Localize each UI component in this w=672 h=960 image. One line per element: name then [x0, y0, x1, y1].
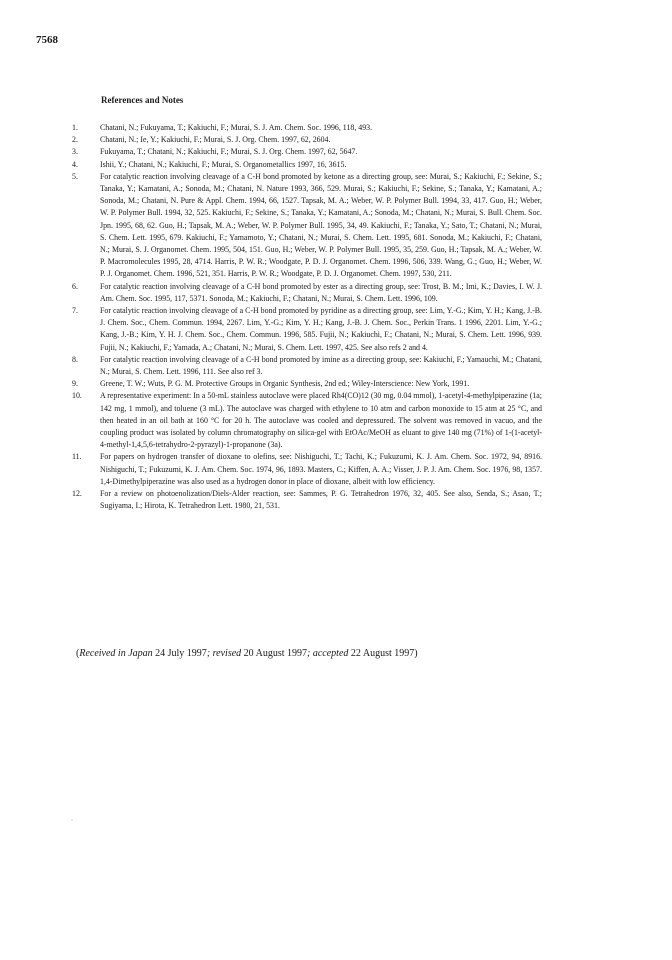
reference-item	[72, 159, 542, 171]
reference-number: 11.	[72, 452, 82, 462]
reference-number: 3.	[72, 147, 78, 157]
reference-number: 12.	[72, 489, 82, 499]
references-list	[72, 122, 542, 513]
received-label: Received in Japan	[79, 648, 153, 659]
received-close-paren: )	[414, 648, 418, 659]
reference-item	[72, 134, 542, 146]
reference-item	[72, 146, 542, 158]
received-open-paren: (	[76, 648, 80, 659]
reference-text: Ishii, Y.; Chatani, N.; Kakiuchi, F.; Murai, S. Organometallics 1997, 16, 3615.	[100, 159, 347, 169]
page-number: 7568	[36, 34, 58, 46]
reference-number: 6.	[72, 281, 78, 291]
reference-text: Fukuyama, T.; Chatani, N.; Kakiuchi, F.; Murai, S. J. Org. Chem. 1997, 62, 5647.	[100, 147, 358, 157]
reference-item	[72, 378, 542, 390]
reference-number: 1.	[72, 123, 78, 132]
reference-number: 2.	[72, 135, 78, 145]
reference-text: For papers on hydrogen transfer of dioxane to olefins, see: Nishiguchi, T.; Tachi, K.; Fukuzumi, K. J. Am. Chem. Soc. 1972, 94, 8916. Nishiguchi, T.; Fukuzumi, K. J. Am. Chem. Soc. 1974, 96, 1893. Masters, C.; Kiffen, A. A.; Visser, J. P. J. Am. Chem. Soc. 1976, 98, 1357. 1,4-Dimethylpiperazine was also used as a hydrogen donor in place of dioxane, albeit with low efficiency.	[100, 452, 542, 486]
reference-number: 9.	[72, 379, 78, 389]
reference-text: For a review on photoenolization/Diels-Alder reaction, see: Sammes, P. G. Tetrahedron 1976, 32, 405. See also, Senda, S.; Asao, T.; Sugiyama, I.; Hirota, K. Tetrahedron Lett. 1980, 21, 531.	[100, 489, 542, 511]
reference-number: 10.	[72, 391, 82, 401]
reference-item	[72, 488, 542, 512]
reference-text: A representative experiment: In a 50-mL stainless autoclave were placed Rh4(CO)12 (30 mg, 0.04 mmol), 1-acetyl-4-methylpiperazine (1a; 142 mg, 1 mmol), and toluene (3 mL). The autoclave was charged with ethylene to 10 atm and carbon monoxide to 15 atm at 25 °C, and then heated in an oil bath at 160 °C for 20 h. The autoclave was cooled and depressured. The solvent was removed in vacuo, and the coupling product was isolated by column chromatography on silica-gel with EtOAc/MeOH as eluant to give 140 mg (71%) of 1-(1-acetyl-4-methyl-1,4,5,6-tetrahydro-2-pyrazyl)-1-propanone (3a).	[100, 391, 542, 450]
received-separator-1: ;	[206, 648, 211, 659]
scan-speck	[70, 818, 74, 822]
reference-text: Chatani, N.; Ie, Y.; Kakiuchi, F.; Murai, S. J. Org. Chem. 1997, 62, 2604.	[100, 135, 331, 145]
reference-text: For catalytic reaction involving cleavage of a C-H bond promoted by ester as a directing group, see: Trost, B. M.; Imi, K.; Davies, I. W. J. Am. Chem. Soc. 1995, 117, 5371. Sonoda, M.; Kakiuchi, F.; Chatani, N.; Murai, S. Chem. Lett. 1996, 109.	[100, 281, 542, 303]
reference-text: For catalytic reaction involving cleavage of a C-H bond promoted by imine as a directing group, see: Kakiuchi, F.; Yamauchi, M.; Chatani, N.; Murai, S. Chem. Lett. 1996, 111. See also ref 3.	[100, 354, 542, 377]
received-separator-2: ;	[307, 648, 311, 659]
reference-item	[72, 354, 542, 378]
revised-label: revised	[212, 648, 242, 659]
reference-item	[72, 305, 542, 354]
reference-item	[72, 122, 542, 134]
reference-item	[72, 281, 542, 305]
reference-text: For catalytic reaction involving cleavage of a C-H bond promoted by pyridine as a directing group, see: Lim, Y.-G.; Kim, Y. H.; Kang, J.-B. J. Chem. Soc., Chem. Commun. 1994, 2267. Lim, Y.-G.; Kim, Y. H.; Kang, J.-B. J. Chem. Soc., Perkin Trans. 1 1996, 2201. Lim, Y.-G.; Kang, J.-B.; Kim, Y. H. J. Chem. Soc., Chem. Commun. 1996, 585. Fujii, N.; Kakiuchi, F.; Chatani, N.; Murai, S. Chem. Lett. 1996, 939. Fujii, N.; Kakiuchi, F.; Yamada, A.; Chatani, N.; Murai, S. Chem. Lett. 1997, 425. See also refs 2 and 4.	[100, 306, 542, 352]
reference-number: 4.	[72, 159, 78, 169]
reference-text: Greene, T. W.; Wuts, P. G. M. Protective Groups in Organic Synthesis, 2nd ed.; Wiley-Interscience: New York, 1991.	[100, 379, 470, 389]
reference-item	[72, 451, 542, 488]
revised-date: 20 August 1997	[243, 648, 308, 659]
reference-item	[72, 390, 542, 451]
reference-text: Chatani, N.; Fukuyama, T.; Kakiuchi, F.; Murai, S. J. Am. Chem. Soc. 1996, 118, 493.	[100, 123, 373, 132]
reference-text: For catalytic reaction involving cleavage of a C-H bond promoted by ketone as a directing group, see: Murai, S.; Kakiuchi, F.; Sekine, S.; Tanaka, Y.; Kamatani, A.; Sonoda, M.; Chatani, N. Nature 1993, 366, 529. Murai, S.; Kakiuchi, F.; Sekine, S.; Tanaka, Y.; Kamatani, A.; Sonoda, M.; Chatani, N. Pure & Appl. Chem. 1994, 66, 1527. Tapsak, M. A.; Weber, W. P. Polymer Bull. 1994, 33, 417. Guo, H.; Weber, W. P. Polymer Bull. 1994, 32, 525. Kakiuchi, F.; Sekine, S.; Tanaka, Y.; Kamatani, A.; Sonoda, M.; Chatani, N.; Murai, S. Bull. Chem. Soc. Jpn. 1995, 68, 62. Guo, H.; Tapsak, M. A.; Weber, W. P. Polymer Bull. 1995, 34, 49. Kakiuchi, F.; Tanaka, Y.; Sato, T.; Chatani, N.; Murai, S. Chem. Lett. 1995, 679. Kakiuchi, F.; Yamamoto, Y.; Chatani, N.; Murai, S. Chem. Lett. 1995, 681. Sonoda, M.; Kakiuchi, F.; Chatani, N.; Murai, S. J. Organomet. Chem. 1995, 504, 151. Guo, H.; Weber, W. P. Polymer Bull. 1995, 35, 259. Guo, H.; Tapsak, M. A.; Weber, W. P. Macromolecules 1995, 28, 4714. Harris, P. W. R.; Woodgate, P. D. J. Organomet. Chem. 1996, 506, 339. Wang, G.; Guo, H.; Weber, W. P. J. Organomet. Chem. 1996, 521, 351. Harris, P. W. R.; Woodgate, P. D. J. Organomet. Chem. 1997, 530, 211.	[100, 171, 542, 279]
received-line	[76, 648, 596, 659]
reference-number: 5.	[72, 171, 78, 181]
reference-item	[72, 171, 542, 281]
reference-number: 8.	[72, 354, 78, 364]
accepted-date: 22 August 1997	[350, 648, 415, 659]
reference-number: 7.	[72, 306, 78, 316]
accepted-label: accepted	[312, 648, 349, 659]
section-title: References and Notes	[101, 95, 184, 105]
received-date: 24 July 1997	[155, 648, 207, 659]
